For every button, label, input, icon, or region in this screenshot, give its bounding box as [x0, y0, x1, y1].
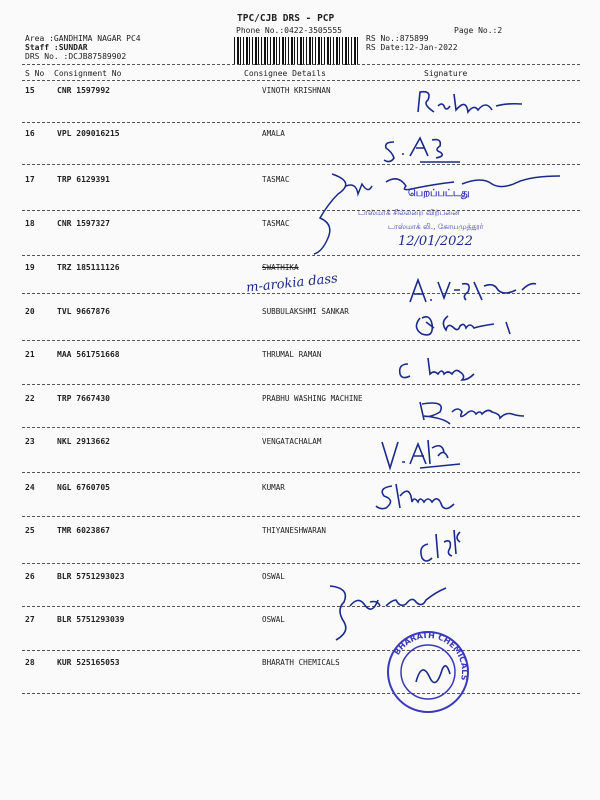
row-sno: 28: [25, 658, 35, 667]
row-sno: 26: [25, 572, 35, 581]
col-header-sno: S No: [25, 69, 45, 78]
row-consignment: MAA 561751668: [57, 350, 120, 359]
stamp-line-3: டாஸ்மாக் லி., கோயமுத்தூர்: [388, 222, 484, 231]
row-consignment: NKL 2913662: [57, 437, 110, 446]
company-seal: [384, 628, 472, 716]
signature-row-16: [380, 132, 470, 166]
row-sno: 25: [25, 526, 35, 535]
stamp-title: பெறப்பட்டது: [408, 188, 470, 199]
row-divider: [22, 472, 580, 473]
row-consignment: BLR 5751293023: [57, 572, 125, 581]
row-consignment: CNR 1597992: [57, 86, 110, 95]
staff-label: Staff :SUNDAR: [25, 43, 88, 52]
row-divider: [22, 164, 580, 165]
row-consignment: VPL 209016215: [57, 129, 120, 138]
row-sno: 22: [25, 394, 35, 403]
row-sno: 19: [25, 263, 35, 272]
row-consignee: THIYANESHWARAN: [262, 526, 327, 535]
row-consignee: SUBBULAKSHMI SANKAR: [262, 307, 349, 316]
drs-title: TPC/CJB DRS - PCP: [237, 13, 335, 24]
row-consignee: SWATHIKA: [262, 263, 299, 272]
row-divider: [22, 340, 580, 341]
row-sno: 17: [25, 175, 35, 184]
signature-row-21: [392, 352, 492, 382]
rs-date: RS Date:12-Jan-2022: [366, 43, 458, 52]
row-consignee: BHARATH CHEMICALS: [262, 658, 340, 667]
barcode: [234, 37, 358, 65]
seal-text: BHARATH CHEMICALS: [392, 630, 470, 682]
row-consignee: TASMAC: [262, 219, 290, 228]
row-divider: [22, 122, 580, 123]
area-label: Area :GANDHIMA NAGAR PC4: [25, 34, 141, 43]
row-consignee: PRABHU WASHING MACHINE: [262, 394, 363, 403]
row-consignment: TVL 9667876: [57, 307, 110, 316]
row-sno: 15: [25, 86, 35, 95]
signature-row-25: [414, 524, 474, 568]
row-consignee: OSWAL: [262, 572, 285, 581]
row-divider: [22, 606, 580, 607]
row-sno: 23: [25, 437, 35, 446]
row-consignment: NGL 6760705: [57, 483, 110, 492]
rs-number: RS No.:875899: [366, 34, 429, 43]
row-divider: [22, 516, 580, 517]
row-sno: 21: [25, 350, 35, 359]
row-divider: [22, 563, 580, 564]
signature-row-20: [410, 308, 550, 338]
row-consignee: AMALA: [262, 129, 285, 138]
header-divider: [22, 64, 580, 65]
row-sno: 24: [25, 483, 35, 492]
stamp-line-2: டாஸ்மாக் சில்லறை விற்பனை: [358, 208, 460, 217]
signature-row-22: [410, 394, 550, 428]
stamp-date: 12/01/2022: [398, 234, 473, 249]
phone-number: Phone No.:0422-3505555: [236, 26, 342, 35]
row-divider: [22, 693, 580, 694]
col-header-consignee: Consignee Details: [244, 69, 326, 78]
row-consignee: OSWAL: [262, 615, 285, 624]
row-consignee: VINOTH KRISHNAN: [262, 86, 331, 95]
signature-row-23: [376, 434, 476, 474]
drs-number: DRS No. :DCJB87589902: [25, 52, 127, 61]
received-stamp: [332, 180, 528, 252]
col-header-consignment: Consignment No: [54, 69, 122, 78]
row-sno: 20: [25, 307, 35, 316]
col-header-signature: Signature: [424, 69, 468, 78]
row-consignee: KUMAR: [262, 483, 285, 492]
row-consignee: THRUMAL RAMAN: [262, 350, 322, 359]
row-sno: 16: [25, 129, 35, 138]
row-consignment: KUR 525165053: [57, 658, 120, 667]
columns-divider: [22, 80, 580, 81]
row-consignee: TASMAC: [262, 175, 290, 184]
row-consignment: CNR 1597327: [57, 219, 110, 228]
row-consignment: TMR 6023867: [57, 526, 110, 535]
row-consignment: TRP 6129391: [57, 175, 110, 184]
row-sno: 18: [25, 219, 35, 228]
page-number: Page No.:2: [454, 26, 503, 35]
signature-row-24: [374, 478, 484, 514]
row-consignment: TRP 7667430: [57, 394, 110, 403]
row-consignment: TRZ 185111126: [57, 263, 120, 272]
row-consignment: BLR 5751293039: [57, 615, 125, 624]
row-sno: 27: [25, 615, 35, 624]
signature-row-19: [400, 276, 560, 306]
row-divider: [22, 384, 580, 385]
signature-row-15: [412, 86, 542, 120]
row-consignee: VENGATACHALAM: [262, 437, 322, 446]
svg-text:BHARATH CHEMICALS: [392, 631, 469, 681]
handwritten-note-row-19: m-arokia dass: [245, 271, 339, 296]
row-divider: [22, 650, 580, 651]
